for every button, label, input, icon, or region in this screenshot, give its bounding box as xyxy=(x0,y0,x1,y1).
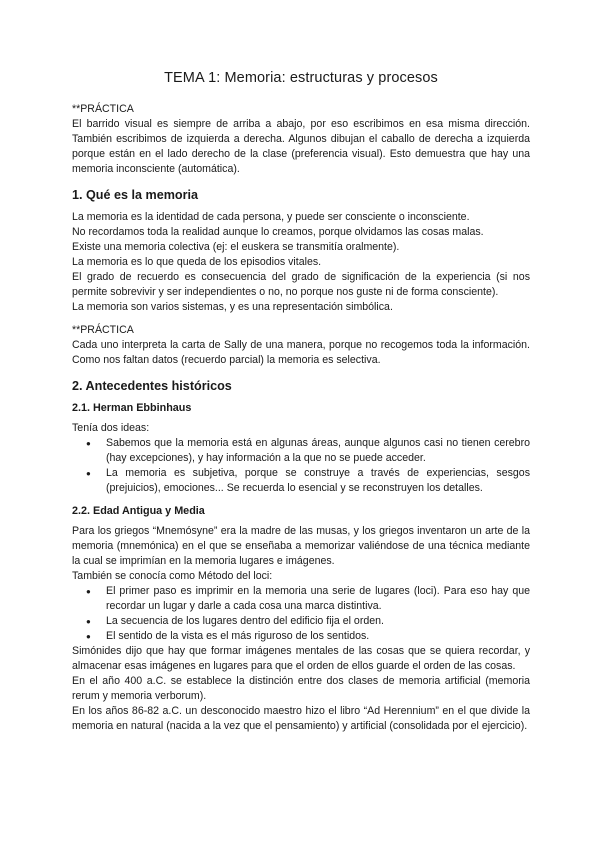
intro-practice-label: **PRÁCTICA xyxy=(72,103,134,115)
subsection-2-2-paragraph: En los años 86-82 a.C. un desconocido maestro hizo el libro “Ad Herennium” en el que divide la memoria en natural (nacida a la vez que el pensamiento) y artificial (consolidada por el ejercicio). xyxy=(72,705,530,732)
section-1-line: Existe una memoria colectiva (ej: el euskera se transmitía oralmente). xyxy=(72,241,400,253)
list-item: ● El primer paso es imprimir en la memoria una serie de lugares (loci). Para eso hay que recordar un lugar y darle a cada cosa una marca distintiva. xyxy=(106,584,530,614)
intro-paragraph: El barrido visual es siempre de arriba a abajo, por eso escribimos en esa misma dirección. También escribimos de izquierda a derecha. Algunos dibujan el caballo de derecha a izquierda porque están en el lado derecho de la clase (preferencia visual). Esto demuestra que hay una memoria inconsciente (automática). xyxy=(72,118,530,175)
list-item: ● La secuencia de los lugares dentro del edificio fija el orden. xyxy=(106,614,530,629)
subsection-2-2-paragraph: También se conocía como Método del loci: xyxy=(72,570,273,582)
subsection-2-2-heading: 2.2. Edad Antigua y Media xyxy=(72,505,205,517)
section-2-heading: 2. Antecedentes históricos xyxy=(72,379,232,393)
list-item: ● Sabemos que la memoria está en algunas áreas, aunque algunos casi no tienen cerebro (hay excepciones), y hay información a la que no se puede acceder. xyxy=(106,436,530,466)
section-1-line: La memoria son varios sistemas, y es una representación simbólica. xyxy=(72,301,393,313)
section-1-practice-label: **PRÁCTICA xyxy=(72,324,134,336)
subsection-2-1-heading: 2.1. Herman Ebbinhaus xyxy=(72,402,192,414)
subsection-2-1-intro: Tenía dos ideas: xyxy=(72,422,150,434)
subsection-2-2-paragraph: En el año 400 a.C. se establece la distinción entre dos clases de memoria artificial (memoria rerum y memoria verborum). xyxy=(72,675,530,702)
document-page xyxy=(72,70,530,734)
section-1-practice-text: Cada uno interpreta la carta de Sally de una manera, porque no recogemos toda la información. Como nos faltan datos (recuerdo parcial) la memoria es selectiva. xyxy=(72,339,530,366)
section-1-line: La memoria es lo que queda de los episodios vitales. xyxy=(72,256,322,268)
section-1-line: La memoria es la identidad de cada persona, y puede ser consciente o inconsciente. xyxy=(72,211,470,223)
subsection-2-1-list xyxy=(72,436,530,496)
section-1-line: El grado de recuerdo es consecuencia del grado de significación de la experiencia (si nos permite sobrevivir y ser independientes o no, no porque nos guste ni de forma consciente). xyxy=(72,271,530,298)
subsection-2-2-paragraph: Simónides dijo que hay que formar imágenes mentales de las cosas que se quiera recordar, y almacenar esas imágenes en lugares para que el orden de ellos guarde el orden de las cosas. xyxy=(72,645,530,672)
section-1-line: No recordamos toda la realidad aunque lo creamos, porque olvidamos las cosas malas. xyxy=(72,226,484,238)
page-title: TEMA 1: Memoria: estructuras y procesos xyxy=(164,70,438,86)
list-item: ● El sentido de la vista es el más riguroso de los sentidos. xyxy=(106,629,530,644)
list-item: ● La memoria es subjetiva, porque se construye a través de experiencias, sesgos (prejuicios), emociones... Se recuerda lo esencial y se reconstruyen los detalles. xyxy=(106,466,530,496)
subsection-2-2-list xyxy=(72,584,530,644)
section-1-heading: 1. Qué es la memoria xyxy=(72,188,198,202)
subsection-2-2-paragraph: Para los griegos “Mnemósyne” era la madre de las musas, y los griegos inventaron un arte de la memoria (mnemónica) en el que se enseñaba a memorizar valiéndose de una técnica mediante la cual se imprimían en la memoria lugares e imágenes. xyxy=(72,525,530,567)
